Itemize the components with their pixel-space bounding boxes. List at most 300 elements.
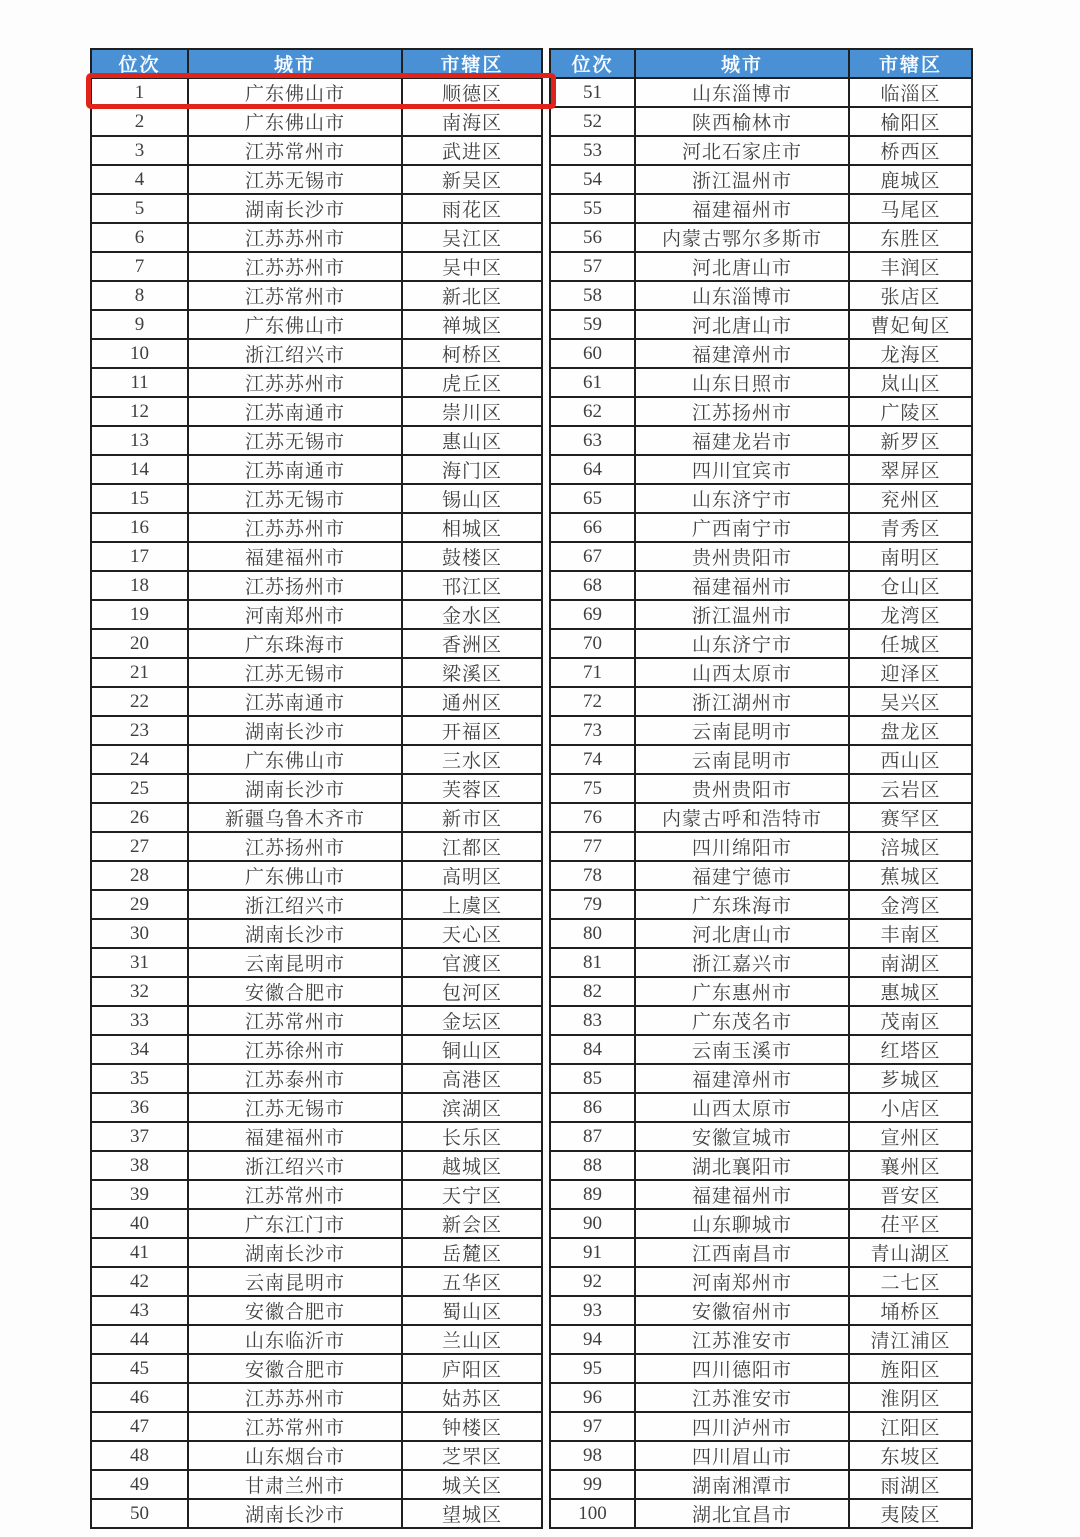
table-row — [550, 1354, 972, 1383]
cell-district: 官渡区 — [402, 948, 542, 977]
table-row — [550, 1441, 972, 1470]
cell-district: 翠屏区 — [849, 455, 972, 484]
table-row — [550, 948, 972, 977]
cell-city: 江苏泰州市 — [188, 1064, 402, 1093]
cell-city: 四川绵阳市 — [635, 832, 849, 861]
cell-district: 龙湾区 — [849, 600, 972, 629]
table-row — [91, 1093, 542, 1122]
cell-rank: 76 — [550, 803, 635, 832]
table-row — [91, 426, 542, 455]
cell-rank: 91 — [550, 1238, 635, 1267]
cell-city: 江苏南通市 — [188, 455, 402, 484]
cell-city: 福建漳州市 — [635, 1064, 849, 1093]
cell-district: 茂南区 — [849, 1006, 972, 1035]
cell-rank: 64 — [550, 455, 635, 484]
cell-district: 望城区 — [402, 1499, 542, 1528]
table-row — [91, 1035, 542, 1064]
table-row — [550, 542, 972, 571]
cell-city: 安徽宿州市 — [635, 1296, 849, 1325]
table-row — [91, 1267, 542, 1296]
table-row — [550, 194, 972, 223]
table-row — [550, 716, 972, 745]
header-row — [91, 49, 542, 78]
cell-city: 河北唐山市 — [635, 919, 849, 948]
cell-rank: 83 — [550, 1006, 635, 1035]
cell-rank: 11 — [91, 368, 188, 397]
column-header-city: 城市 — [635, 49, 849, 78]
cell-district: 相城区 — [402, 513, 542, 542]
cell-city: 广东佛山市 — [188, 107, 402, 136]
cell-rank: 29 — [91, 890, 188, 919]
cell-district: 五华区 — [402, 1267, 542, 1296]
cell-city: 江苏苏州市 — [188, 513, 402, 542]
cell-city: 江苏常州市 — [188, 136, 402, 165]
cell-district: 锡山区 — [402, 484, 542, 513]
table-row — [91, 397, 542, 426]
cell-rank: 90 — [550, 1209, 635, 1238]
cell-district: 蕉城区 — [849, 861, 972, 890]
cell-rank: 2 — [91, 107, 188, 136]
cell-city: 贵州贵阳市 — [635, 542, 849, 571]
table-row — [550, 513, 972, 542]
ranking-tables — [90, 48, 973, 1529]
cell-rank: 88 — [550, 1151, 635, 1180]
cell-district: 长乐区 — [402, 1122, 542, 1151]
cell-rank: 35 — [91, 1064, 188, 1093]
cell-rank: 33 — [91, 1006, 188, 1035]
cell-district: 新罗区 — [849, 426, 972, 455]
cell-district: 龙海区 — [849, 339, 972, 368]
table-row — [91, 919, 542, 948]
cell-district: 金湾区 — [849, 890, 972, 919]
cell-district: 旌阳区 — [849, 1354, 972, 1383]
cell-district: 东坡区 — [849, 1441, 972, 1470]
cell-city: 湖北襄阳市 — [635, 1151, 849, 1180]
table-row — [550, 426, 972, 455]
cell-district: 惠山区 — [402, 426, 542, 455]
table-row — [91, 136, 542, 165]
cell-city: 湖南长沙市 — [188, 1238, 402, 1267]
cell-city: 山西太原市 — [635, 658, 849, 687]
cell-district: 晋安区 — [849, 1180, 972, 1209]
cell-rank: 84 — [550, 1035, 635, 1064]
cell-rank: 41 — [91, 1238, 188, 1267]
table-row — [91, 1122, 542, 1151]
cell-district: 梁溪区 — [402, 658, 542, 687]
cell-rank: 13 — [91, 426, 188, 455]
cell-district: 邗江区 — [402, 571, 542, 600]
table-row — [550, 687, 972, 716]
cell-city: 江苏无锡市 — [188, 484, 402, 513]
cell-city: 江苏常州市 — [188, 1006, 402, 1035]
cell-rank: 72 — [550, 687, 635, 716]
left-table-container — [90, 48, 543, 1529]
cell-city: 广东珠海市 — [635, 890, 849, 919]
cell-city: 江西南昌市 — [635, 1238, 849, 1267]
cell-district: 天心区 — [402, 919, 542, 948]
cell-rank: 49 — [91, 1470, 188, 1499]
cell-city: 广东佛山市 — [188, 861, 402, 890]
cell-rank: 77 — [550, 832, 635, 861]
cell-district: 张店区 — [849, 281, 972, 310]
cell-rank: 20 — [91, 629, 188, 658]
column-header-rank: 位次 — [550, 49, 635, 78]
table-row — [91, 832, 542, 861]
cell-city: 湖南长沙市 — [188, 194, 402, 223]
cell-city: 福建福州市 — [188, 542, 402, 571]
cell-city: 江苏南通市 — [188, 397, 402, 426]
cell-rank: 43 — [91, 1296, 188, 1325]
table-row — [550, 1064, 972, 1093]
column-header-rank: 位次 — [91, 49, 188, 78]
cell-city: 广东江门市 — [188, 1209, 402, 1238]
cell-district: 宣州区 — [849, 1122, 972, 1151]
cell-rank: 58 — [550, 281, 635, 310]
cell-city: 江苏淮安市 — [635, 1325, 849, 1354]
cell-district: 迎泽区 — [849, 658, 972, 687]
cell-city: 浙江温州市 — [635, 165, 849, 194]
cell-district: 虎丘区 — [402, 368, 542, 397]
cell-city: 山东临沂市 — [188, 1325, 402, 1354]
table-row — [550, 397, 972, 426]
table-row — [550, 1499, 972, 1528]
cell-city: 江苏南通市 — [188, 687, 402, 716]
cell-city: 山东聊城市 — [635, 1209, 849, 1238]
cell-rank: 18 — [91, 571, 188, 600]
cell-district: 南明区 — [849, 542, 972, 571]
table-row — [550, 368, 972, 397]
cell-rank: 56 — [550, 223, 635, 252]
cell-city: 云南昆明市 — [635, 745, 849, 774]
cell-city: 广东佛山市 — [188, 745, 402, 774]
cell-city: 福建龙岩市 — [635, 426, 849, 455]
cell-district: 鹿城区 — [849, 165, 972, 194]
table-row — [550, 455, 972, 484]
cell-district: 二七区 — [849, 1267, 972, 1296]
cell-city: 江苏苏州市 — [188, 223, 402, 252]
cell-rank: 100 — [550, 1499, 635, 1528]
right-table-body — [550, 78, 972, 1528]
cell-rank: 93 — [550, 1296, 635, 1325]
table-row — [550, 107, 972, 136]
cell-rank: 10 — [91, 339, 188, 368]
header-row — [550, 49, 972, 78]
cell-city: 湖南长沙市 — [188, 919, 402, 948]
cell-district: 新北区 — [402, 281, 542, 310]
cell-city: 浙江绍兴市 — [188, 890, 402, 919]
cell-district: 淮阴区 — [849, 1383, 972, 1412]
cell-rank: 45 — [91, 1354, 188, 1383]
cell-city: 四川泸州市 — [635, 1412, 849, 1441]
cell-rank: 19 — [91, 600, 188, 629]
table-row — [550, 252, 972, 281]
table-row — [91, 1354, 542, 1383]
table-row — [550, 165, 972, 194]
table-row — [91, 716, 542, 745]
left-table-body — [91, 78, 542, 1528]
table-row — [91, 339, 542, 368]
cell-city: 江苏苏州市 — [188, 368, 402, 397]
cell-city: 内蒙古鄂尔多斯市 — [635, 223, 849, 252]
cell-city: 江苏无锡市 — [188, 165, 402, 194]
cell-rank: 74 — [550, 745, 635, 774]
cell-district: 新会区 — [402, 1209, 542, 1238]
table-row — [550, 658, 972, 687]
cell-rank: 80 — [550, 919, 635, 948]
right-table-container — [549, 48, 973, 1529]
cell-district: 丰南区 — [849, 919, 972, 948]
cell-city: 浙江绍兴市 — [188, 339, 402, 368]
cell-district: 西山区 — [849, 745, 972, 774]
cell-rank: 79 — [550, 890, 635, 919]
cell-city: 江苏常州市 — [188, 1412, 402, 1441]
cell-rank: 17 — [91, 542, 188, 571]
table-row — [91, 1470, 542, 1499]
ranking-table-left — [90, 48, 543, 1529]
cell-city: 河北石家庄市 — [635, 136, 849, 165]
table-row — [550, 1238, 972, 1267]
cell-city: 福建福州市 — [635, 571, 849, 600]
cell-rank: 53 — [550, 136, 635, 165]
cell-rank: 98 — [550, 1441, 635, 1470]
table-row — [550, 861, 972, 890]
cell-district: 南海区 — [402, 107, 542, 136]
cell-city: 湖南湘潭市 — [635, 1470, 849, 1499]
cell-district: 盘龙区 — [849, 716, 972, 745]
cell-rank: 82 — [550, 977, 635, 1006]
cell-city: 广东惠州市 — [635, 977, 849, 1006]
cell-district: 雨湖区 — [849, 1470, 972, 1499]
cell-district: 青秀区 — [849, 513, 972, 542]
cell-city: 新疆乌鲁木齐市 — [188, 803, 402, 832]
cell-district: 赛罕区 — [849, 803, 972, 832]
cell-rank: 66 — [550, 513, 635, 542]
table-row — [550, 629, 972, 658]
cell-district: 涪城区 — [849, 832, 972, 861]
cell-city: 福建福州市 — [635, 194, 849, 223]
cell-rank: 95 — [550, 1354, 635, 1383]
cell-district: 榆阳区 — [849, 107, 972, 136]
cell-rank: 55 — [550, 194, 635, 223]
cell-district: 金坛区 — [402, 1006, 542, 1035]
table-row — [550, 339, 972, 368]
table-row — [91, 165, 542, 194]
table-row — [550, 1151, 972, 1180]
cell-rank: 14 — [91, 455, 188, 484]
cell-district: 金水区 — [402, 600, 542, 629]
cell-rank: 27 — [91, 832, 188, 861]
cell-district: 香洲区 — [402, 629, 542, 658]
cell-rank: 73 — [550, 716, 635, 745]
table-row — [550, 484, 972, 513]
cell-rank: 15 — [91, 484, 188, 513]
cell-rank: 65 — [550, 484, 635, 513]
cell-district: 崇川区 — [402, 397, 542, 426]
cell-district: 海门区 — [402, 455, 542, 484]
column-header-city: 城市 — [188, 49, 402, 78]
cell-district: 上虞区 — [402, 890, 542, 919]
table-row — [91, 368, 542, 397]
table-row — [91, 629, 542, 658]
table-row — [91, 1412, 542, 1441]
cell-district: 襄州区 — [849, 1151, 972, 1180]
table-row — [91, 774, 542, 803]
cell-rank: 89 — [550, 1180, 635, 1209]
cell-city: 安徽宣城市 — [635, 1122, 849, 1151]
cell-district: 岚山区 — [849, 368, 972, 397]
cell-rank: 1 — [91, 78, 188, 107]
cell-district: 芙蓉区 — [402, 774, 542, 803]
table-row — [91, 571, 542, 600]
cell-city: 福建漳州市 — [635, 339, 849, 368]
cell-city: 广东佛山市 — [188, 310, 402, 339]
cell-rank: 47 — [91, 1412, 188, 1441]
cell-city: 山西太原市 — [635, 1093, 849, 1122]
table-row — [91, 1325, 542, 1354]
table-row — [550, 919, 972, 948]
cell-district: 新市区 — [402, 803, 542, 832]
table-row — [91, 194, 542, 223]
cell-city: 河南郑州市 — [635, 1267, 849, 1296]
cell-rank: 34 — [91, 1035, 188, 1064]
cell-rank: 97 — [550, 1412, 635, 1441]
cell-district: 江阳区 — [849, 1412, 972, 1441]
cell-city: 云南昆明市 — [188, 948, 402, 977]
cell-city: 山东济宁市 — [635, 484, 849, 513]
cell-district: 三水区 — [402, 745, 542, 774]
cell-district: 吴兴区 — [849, 687, 972, 716]
table-row — [91, 1209, 542, 1238]
cell-rank: 94 — [550, 1325, 635, 1354]
cell-district: 高明区 — [402, 861, 542, 890]
cell-district: 越城区 — [402, 1151, 542, 1180]
cell-city: 江苏无锡市 — [188, 658, 402, 687]
cell-district: 吴中区 — [402, 252, 542, 281]
cell-rank: 38 — [91, 1151, 188, 1180]
cell-rank: 23 — [91, 716, 188, 745]
cell-rank: 16 — [91, 513, 188, 542]
table-row — [550, 745, 972, 774]
cell-rank: 52 — [550, 107, 635, 136]
table-row — [550, 78, 972, 107]
table-row — [91, 107, 542, 136]
cell-city: 内蒙古呼和浩特市 — [635, 803, 849, 832]
cell-rank: 6 — [91, 223, 188, 252]
cell-city: 江苏扬州市 — [635, 397, 849, 426]
table-row — [91, 687, 542, 716]
cell-city: 福建福州市 — [188, 1122, 402, 1151]
cell-city: 浙江温州市 — [635, 600, 849, 629]
cell-district: 吴江区 — [402, 223, 542, 252]
cell-rank: 50 — [91, 1499, 188, 1528]
cell-rank: 4 — [91, 165, 188, 194]
cell-district: 岳麓区 — [402, 1238, 542, 1267]
cell-city: 山东日照市 — [635, 368, 849, 397]
cell-rank: 67 — [550, 542, 635, 571]
cell-city: 江苏淮安市 — [635, 1383, 849, 1412]
cell-city: 浙江绍兴市 — [188, 1151, 402, 1180]
cell-city: 浙江湖州市 — [635, 687, 849, 716]
cell-district: 鼓楼区 — [402, 542, 542, 571]
cell-district: 青山湖区 — [849, 1238, 972, 1267]
cell-district: 兖州区 — [849, 484, 972, 513]
table-row — [91, 484, 542, 513]
table-row — [91, 803, 542, 832]
cell-rank: 21 — [91, 658, 188, 687]
cell-district: 钟楼区 — [402, 1412, 542, 1441]
table-row — [550, 890, 972, 919]
table-row — [91, 600, 542, 629]
table-row — [550, 600, 972, 629]
table-row — [550, 774, 972, 803]
table-row — [550, 281, 972, 310]
cell-city: 四川宜宾市 — [635, 455, 849, 484]
cell-rank: 5 — [91, 194, 188, 223]
table-row — [91, 1151, 542, 1180]
cell-district: 蜀山区 — [402, 1296, 542, 1325]
cell-rank: 59 — [550, 310, 635, 339]
table-row — [550, 136, 972, 165]
cell-city: 云南昆明市 — [188, 1267, 402, 1296]
cell-rank: 22 — [91, 687, 188, 716]
table-row — [91, 948, 542, 977]
cell-city: 四川眉山市 — [635, 1441, 849, 1470]
cell-rank: 48 — [91, 1441, 188, 1470]
cell-district: 庐阳区 — [402, 1354, 542, 1383]
table-row — [91, 658, 542, 687]
table-row — [91, 1441, 542, 1470]
cell-city: 四川德阳市 — [635, 1354, 849, 1383]
table-row — [550, 571, 972, 600]
table-row — [91, 455, 542, 484]
cell-rank: 54 — [550, 165, 635, 194]
cell-district: 江都区 — [402, 832, 542, 861]
cell-rank: 71 — [550, 658, 635, 687]
table-row — [91, 1064, 542, 1093]
table-row — [91, 1383, 542, 1412]
cell-district: 桥西区 — [849, 136, 972, 165]
cell-district: 临淄区 — [849, 78, 972, 107]
table-row — [550, 1267, 972, 1296]
cell-city: 江苏苏州市 — [188, 252, 402, 281]
cell-rank: 12 — [91, 397, 188, 426]
cell-district: 芗城区 — [849, 1064, 972, 1093]
cell-rank: 60 — [550, 339, 635, 368]
cell-city: 江苏扬州市 — [188, 571, 402, 600]
cell-rank: 31 — [91, 948, 188, 977]
table-row — [91, 1499, 542, 1528]
cell-district: 通州区 — [402, 687, 542, 716]
cell-district: 芝罘区 — [402, 1441, 542, 1470]
table-row — [91, 1006, 542, 1035]
cell-district: 天宁区 — [402, 1180, 542, 1209]
table-row — [91, 78, 542, 107]
cell-rank: 69 — [550, 600, 635, 629]
cell-district: 顺德区 — [402, 78, 542, 107]
table-row — [550, 1035, 972, 1064]
cell-city: 湖南长沙市 — [188, 1499, 402, 1528]
cell-rank: 70 — [550, 629, 635, 658]
cell-rank: 68 — [550, 571, 635, 600]
cell-district: 红塔区 — [849, 1035, 972, 1064]
cell-city: 山东淄博市 — [635, 78, 849, 107]
cell-city: 江苏无锡市 — [188, 1093, 402, 1122]
cell-rank: 85 — [550, 1064, 635, 1093]
cell-district: 马尾区 — [849, 194, 972, 223]
table-row — [91, 223, 542, 252]
table-row — [550, 1093, 972, 1122]
cell-city: 河北唐山市 — [635, 310, 849, 339]
